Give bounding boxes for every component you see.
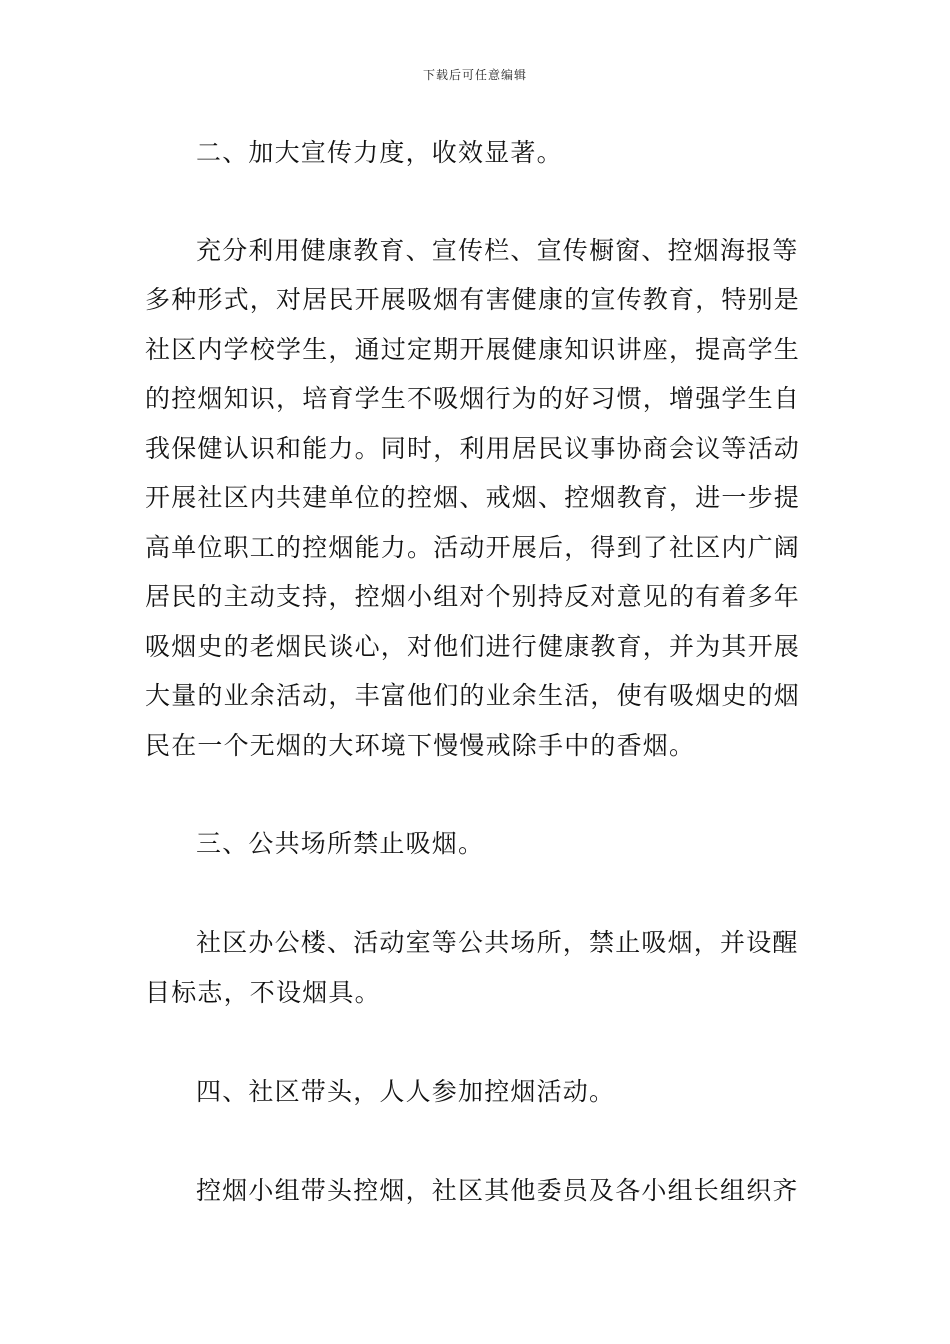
- section-2-heading: 二、加大宣传力度，收效显著。: [196, 138, 563, 167]
- section-2-body-line: 充分利用健康教育、宣传栏、宣传橱窗、控烟海报等: [196, 236, 799, 265]
- section-2-body-line: 民在一个无烟的大环境下慢慢戒除手中的香烟。: [145, 731, 696, 760]
- section-2-body-line: 我保健认识和能力。同时，利用居民议事协商会议等活动: [145, 434, 801, 463]
- section-2-body-line: 居民的主动支持，控烟小组对个别持反对意见的有着多年: [145, 582, 801, 611]
- section-2-body-line: 的控烟知识，培育学生不吸烟行为的好习惯，增强学生自: [145, 384, 801, 413]
- section-4-body-line: 控烟小组带头控烟，社区其他委员及各小组长组织齐: [196, 1176, 799, 1205]
- section-2-body-line: 社区内学校学生，通过定期开展健康知识讲座，提高学生: [145, 335, 801, 364]
- section-2-body-line: 开展社区内共建单位的控烟、戒烟、控烟教育，进一步提: [145, 483, 801, 512]
- section-2-body-line: 大量的业余活动，丰富他们的业余生活，使有吸烟史的烟: [145, 681, 801, 710]
- section-3-body-line: 社区办公楼、活动室等公共场所，禁止吸烟，并设醒: [196, 928, 799, 957]
- section-2-body-line: 高单位职工的控烟能力。活动开展后，得到了社区内广阔: [145, 533, 801, 562]
- section-2-body-line: 吸烟史的老烟民谈心，对他们进行健康教育，并为其开展: [145, 632, 801, 661]
- section-3-heading: 三、公共场所禁止吸烟。: [196, 829, 485, 858]
- section-4-heading: 四、社区带头，人人参加控烟活动。: [196, 1077, 616, 1106]
- section-3-body-line: 目标志，不设烟具。: [145, 978, 381, 1007]
- header-note: 下载后可任意编辑: [422, 68, 527, 82]
- section-2-body-line: 多种形式，对居民开展吸烟有害健康的宣传教育，特别是: [145, 285, 801, 314]
